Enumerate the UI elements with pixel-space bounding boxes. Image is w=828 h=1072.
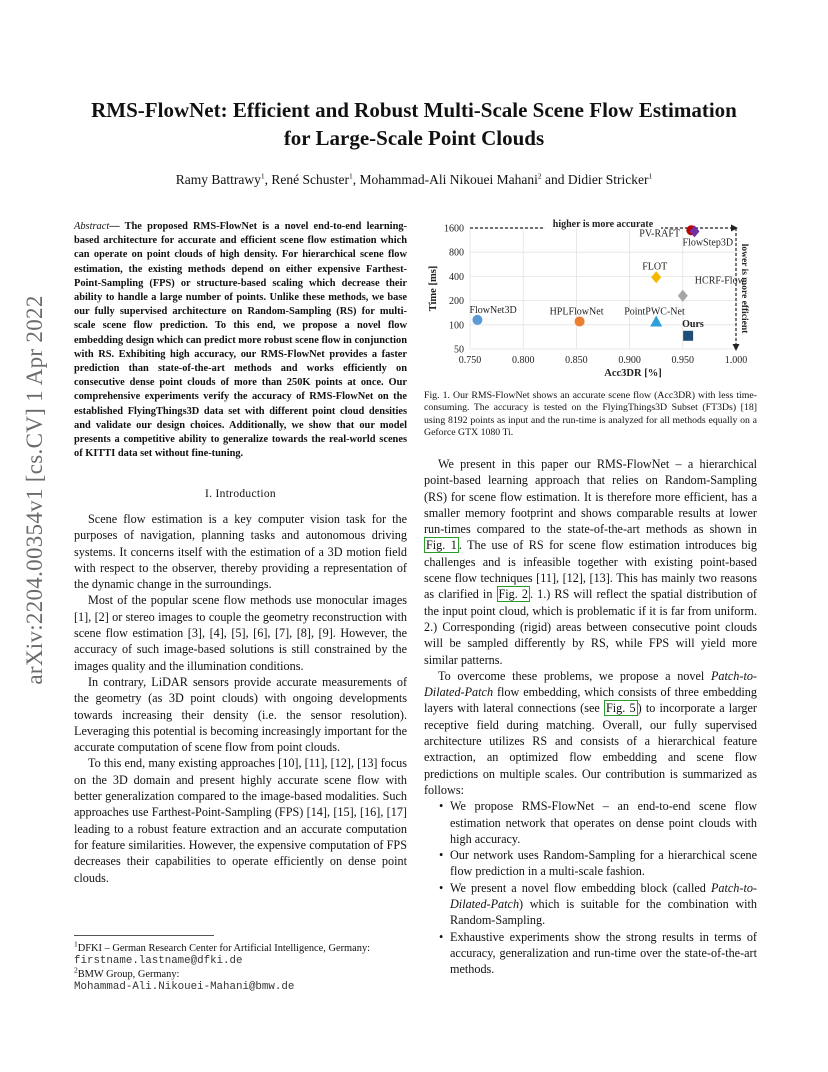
text-run: . 1.) RS will reflect the spatial distribution of the input point cloud, which is problematic if it is far from uniform. 2.) Corresponding (rigid) areas between consecutive point clouds will be sampled differently by RS, while FPS will yield more similar patterns. [424,587,757,667]
x-tick-label: 0.850 [565,355,588,366]
footnotes [74,939,414,994]
point-label: FLOT [642,261,668,273]
text-run: We present in this paper our RMS-FlowNet – a hierarchical point-based learning approach that relies on Random-Sampling (RS) for scene flow estimation. It is therefore more efficient, has a smaller memory footprint and shows comparable results at lower run-times compared to the state-of-the-art methods as shown in [424,457,757,537]
affiliation-mark: 1 [348,171,353,181]
x-tick-label: 0.900 [618,355,641,366]
text-run: flow embedding, which consists of three embedding layers with lateral connections (see [424,685,757,716]
text-run: We propose RMS-FlowNet – an end-to-end scene flow estimation network that operates on dense point clouds with high accuracy. [450,799,757,846]
author-separator: , [264,172,272,187]
y-tick-label: 400 [449,271,464,283]
arxiv-identifier: arXiv:2204.00354v1 [cs.CV] 1 Apr 2022 [22,295,47,685]
author-separator: , [352,172,360,187]
footnote-email[interactable]: Mohammad-Ali.Nikouei-Mahani@bmw.de [74,981,295,993]
author-name: Mohammad-Ali Nikouei Mahani [359,172,538,187]
point-label: Ours [682,318,704,330]
author-conjunction: and [541,172,568,187]
bullet: • [439,880,444,895]
figure-link[interactable]: Fig. 5 [606,701,636,716]
footnote-text: DFKI – German Research Center for Artificial Intelligence, Germany: [77,943,371,954]
footnote-rule [74,935,214,936]
intro-paragraph: Most of the popular scene flow methods use monocular images [1], [2] or stereo images to couple the geometry reconstruction with scene flow estimation [3], [4], [5], [6], [7], [8], [9]. However, the accuracy of such image-based solutions is still constrained by the images quality and the illumination conditions. [74,593,407,673]
emphasis: Patch-to-Dilated-Patch [424,668,757,700]
bullet: • [439,848,444,863]
efficiency-arrow-head [733,344,740,351]
scatter-point [575,316,585,326]
point-label: HPLFlowNet [549,306,604,318]
intro-paragraph: In contrary, LiDAR sensors provide accurate measurements of the geometry (as 3D point clouds) with ongoing developments towards increasing their density (i.e. the sensor resolution). Leveraging this potential is becoming increasingly important for the accurate computation of scene flow from point clouds. [74,674,407,755]
text-run: . The use of RS for scene flow estimation introduces big challenges and is infeasible together with existing point-based scene flow techniques [11], [12], [13]. This has mainly two reasons as clarified in [424,538,757,602]
list-item [439,798,757,847]
text-run: ) to incorporate a larger receptive field during matching. Overall, our fully supervised architecture utilizes RS and consists of a hierarchical feature extraction, an optimized flow embedding and scene flow predictions on multiple scales. Our contribution is summarized as follows: [424,701,757,797]
figure-1-chart [424,212,760,382]
scatter-point [472,315,482,325]
right-annotation: lower is more efficient [739,243,749,334]
intro-paragraph: Scene flow estimation is a key computer vision task for the purposes of navigation, planning tasks and autonomous driving systems. It concerns itself with the estimation of a 3D motion field with respect to the observer, thereby providing a representation of the dynamic change in the surroundings. [74,512,407,592]
point-label: PointPWC-Net [624,306,685,318]
abstract-text: The proposed RMS-FlowNet is a novel end-to-end learning-based architecture for accurate and efficient scene flow estimation which can operate on point clouds of high density. For hierarchical scene flow estimation, the existing methods depend on either expensive Farthest-Point-Sampling (FPS) or structure-based scaling which decrease their ability to handle a large number of points. Unlike these methods, we base our fully supervised architecture on Random-Sampling (RS) for multi-scale scene flow prediction. To this end, we propose a novel flow embedding design which can predict more robust scene flow in conjunction with RS. Exhibiting high accuracy, our RMS-FlowNet provides a faster prediction than state-of-the-art methods and works efficiently on consecutive dense point clouds of more than 250K points at once. Our comprehensive experiments verify the accuracy of RMS-FlowNet on the established FlyingThings3D data set with different point cloud densities and validate our design choices. Additionally, we show that our model presents a competitive ability to generalize towards the real-world scenes of KITTI data set without fine-tuning. [74,221,408,460]
right-column-body [424,456,757,978]
body-paragraph [424,456,757,668]
intro-paragraph: To this end, many existing approaches [10], [11], [12], [13] focus on the 3D domain and present highly accurate scene flow with better generalization compared to the image-based modalities. Such approaches use Farthest-Point-Sampling (FPS) [14], [15], [16], [17] leading to a robust feature extraction and an accurate computation for feature similarities. However, the expensive computation of FPS decreases their capabilities to operate efficiently on dense point clouds. [74,756,407,885]
list-item [439,929,757,978]
x-tick-label: 0.750 [458,355,482,366]
footnote-text: BMW Group, Germany: [77,969,180,980]
body-paragraph [424,668,757,798]
scatter-point [651,271,661,283]
abstract-label: Abstract [74,221,110,232]
list-item [439,847,757,880]
scatter-point [678,290,688,302]
x-axis-label: Acc3DR [%] [604,368,662,379]
point-label: FlowStep3D [682,237,734,249]
figure-link[interactable]: Fig. 1 [426,538,457,553]
title-line-1: RMS-FlowNet: Efficient and Robust Multi-Scale Scene Flow Estimation [91,98,737,122]
point-label: HCRF-Flow [694,275,745,287]
x-tick-label: 0.800 [511,355,535,366]
figure-caption: Fig. 1. Our RMS-FlowNet shows an accurate scene flow (Acc3DR) with less time-consuming. The accuracy is tested on the FlyingThings3D Subset (FT3Ds) [18] using 8192 points as input and the run-time is analyzed for all methods equally on a Geforce GTX 1080 Ti. [424,390,757,438]
point-label: FlowNet3D [469,304,517,316]
y-tick-label: 100 [449,320,464,332]
y-tick-label: 50 [454,344,464,356]
affiliation-mark: 1 [260,171,265,181]
section-heading: I. Introduction [205,488,276,500]
footnote-2 [74,965,414,981]
affiliation-mark: 1 [648,171,653,181]
author-name: Didier Stricker [567,172,649,187]
y-tick-label: 200 [449,296,464,308]
text-run: Our network uses Random-Sampling for a hierarchical scene flow prediction in a multi-scale fashion. [450,848,757,879]
x-tick-label: 1.000 [724,355,748,366]
text-run: Exhaustive experiments show the strong results in terms of accuracy, generalization and run-time over the state-of-the-art methods. [450,929,757,977]
paper-title [60,96,768,152]
contribution-list [424,798,757,977]
title-line-2: for Large-Scale Point Clouds [283,126,545,150]
author-list [60,172,768,188]
footnote-mark: 1 [74,939,78,949]
scatter-point [683,331,693,341]
footnote-1 [74,939,414,955]
abstract [74,220,407,461]
emphasis: Patch-to-Dilated-Patch [450,880,757,912]
bullet: • [439,799,444,814]
abstract-dash: — [109,221,125,232]
affiliation-mark: 2 [537,171,542,181]
accuracy-arrow-head [731,225,738,232]
bullet: • [439,929,444,944]
left-column-body [74,511,407,886]
list-item [439,880,757,929]
footnote-email[interactable]: firstname.lastname@dfki.de [74,955,243,967]
y-axis-label: Time [ms] [428,265,439,312]
point-label: PV-RAFT [639,228,681,240]
figure-link[interactable]: Fig. 2 [498,587,528,602]
y-tick-label: 800 [449,247,464,259]
text-run: We present a novel flow embedding block (called [450,880,711,895]
text-run: ) which is suitable for the combination with Random-Sampling. [450,897,757,928]
author-name: Ramy Battrawy [175,172,261,187]
arxiv-sidebar [10,290,60,690]
author-name: René Schuster [271,172,349,187]
y-tick-label: 1600 [444,223,464,235]
text-run: To overcome these problems, we propose a novel [438,668,711,683]
x-tick-label: 0.950 [671,355,695,366]
footnote-mark: 2 [74,965,78,975]
top-annotation: higher is more accurate [552,219,654,230]
